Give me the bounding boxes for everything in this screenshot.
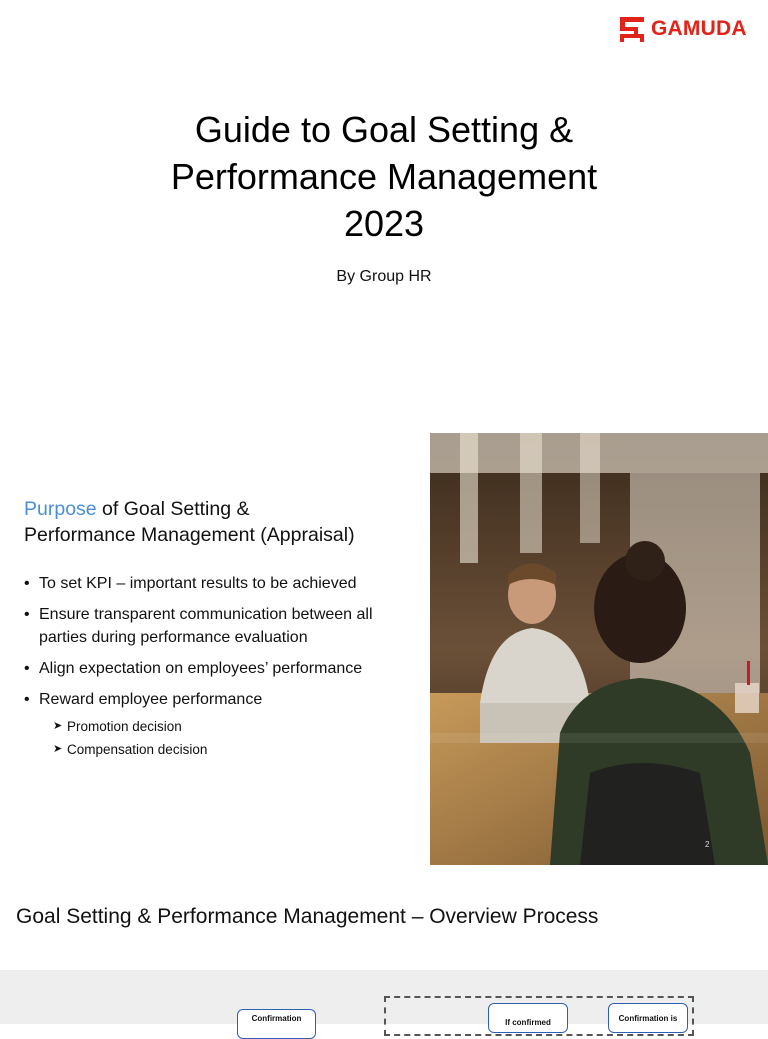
purpose-accent-word: Purpose [24,498,97,520]
bullet-item: • To set KPI – important results to be achieved [24,572,424,595]
title-slide [0,0,768,432]
logo-wordmark: GAMUDA [651,17,747,40]
bullet-item: • Align expectation on employees’ performance [24,657,424,680]
gamuda-logo-icon [619,16,645,42]
flow-box-if-confirmed: If confirmed [488,1003,568,1033]
sub-bullet-list [39,715,424,761]
bullet-item-text: Reward employee performance [39,691,263,708]
author-subtitle: By Group HR [336,268,432,285]
purpose-bullet-list [24,572,424,769]
bullet-item: • Ensure transparent communication between all parties during performance evaluation [24,603,424,649]
title-line-3: 2023 [343,203,425,244]
title-line-1: Guide to Goal Setting & [194,109,574,150]
flow-box-confirmation: Confirmation [237,1009,316,1039]
purpose-heading [24,496,424,548]
page-number: 2 [705,840,710,849]
sub-bullet-item: ➤ Promotion decision [53,715,424,738]
process-diagram [0,970,768,1027]
bullet-item [24,688,424,761]
gamuda-logo [619,14,747,44]
overview-title: Goal Setting & Performance Management – Overview Process [16,905,599,928]
overview-slide [0,866,768,1027]
document-title [84,106,684,247]
flow-box-confirmation-is: Confirmation is [608,1003,688,1033]
meeting-photo-image [430,433,768,865]
purpose-slide [0,433,768,865]
title-line-2: Performance Management [170,156,598,197]
meeting-photo [430,433,768,865]
sub-bullet-item: ➤ Compensation decision [53,738,424,761]
purpose-heading-line-2: Performance Management (Appraisal) [24,524,355,546]
purpose-heading-rest: of Goal Setting & [96,498,250,520]
